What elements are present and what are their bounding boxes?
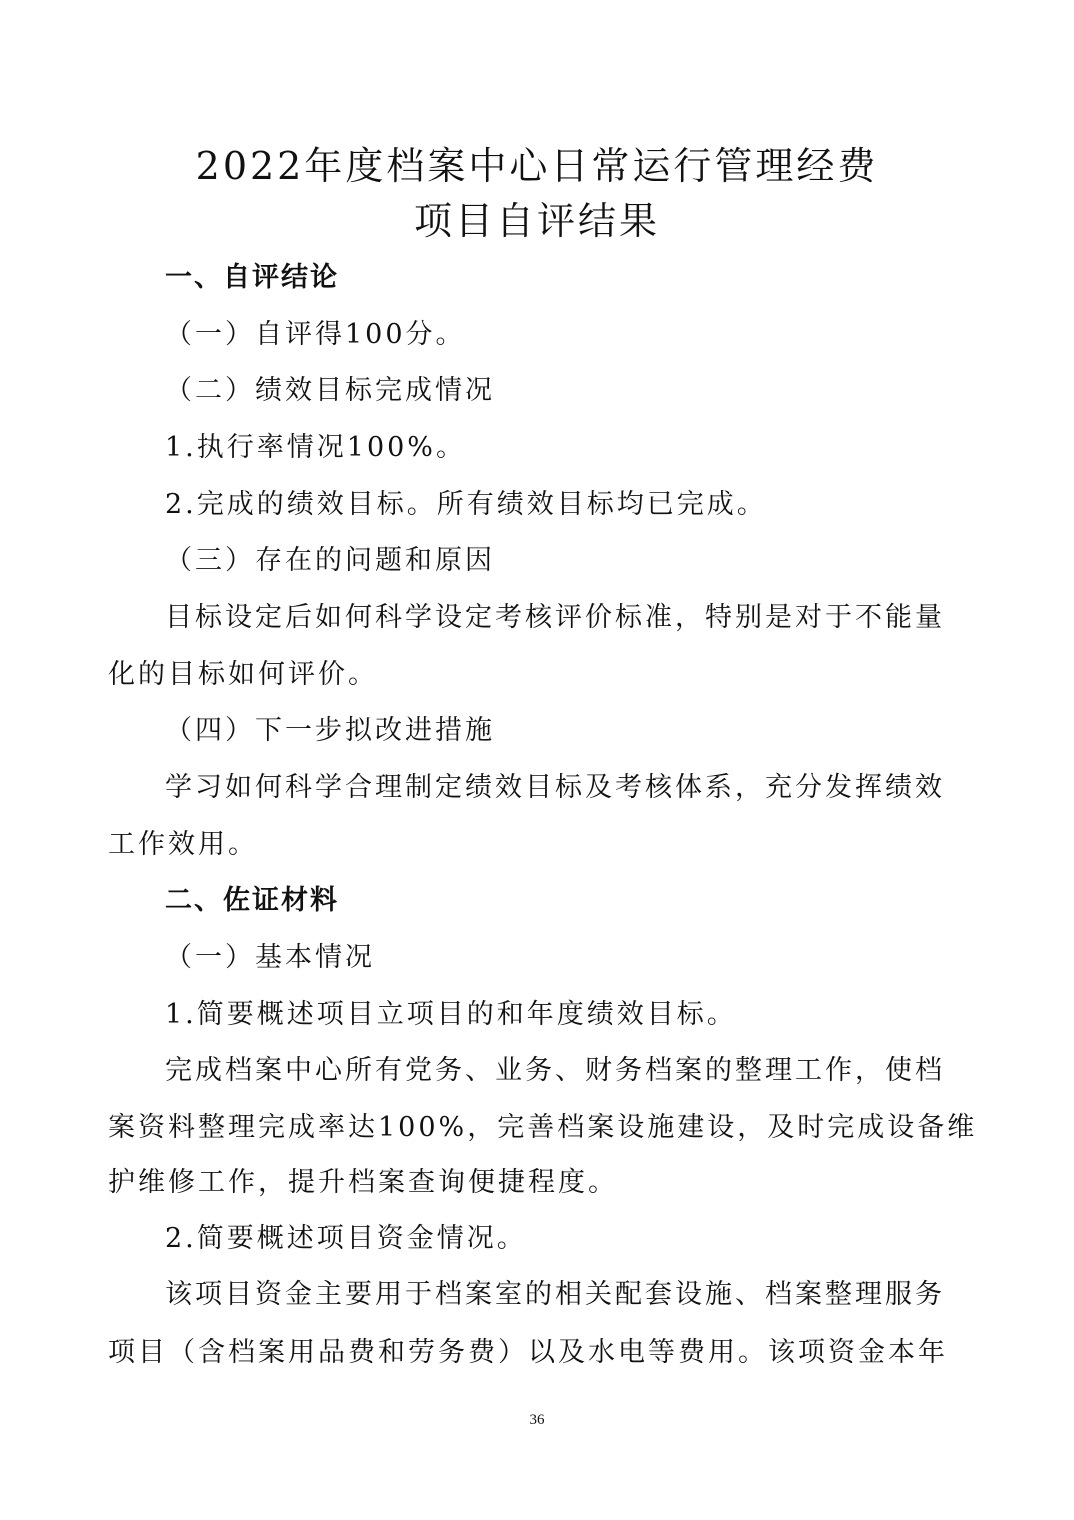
paragraph-purpose-line-2: 案资料整理完成率达100%，完善档案设施建设，及时完成设备维 (108, 1112, 978, 1143)
subheading-improvements: （四）下一步拟改进措施 (165, 715, 495, 746)
paragraph-funding-line-2: 项目（含档案用品费和劳务费）以及水电等费用。该项资金本年 (108, 1337, 948, 1368)
subheading-performance-goals: （二）绩效目标完成情况 (165, 375, 495, 406)
paragraph-execution-rate: 1.执行率情况100%。 (165, 432, 466, 463)
paragraph-project-purpose: 1.简要概述项目立项目的和年度绩效目标。 (165, 999, 737, 1030)
paragraph-problems-line-1: 目标设定后如何科学设定考核评价标准，特别是对于不能量 (165, 602, 945, 633)
subheading-basic-info: （一）基本情况 (165, 942, 375, 973)
paragraph-completed-goals: 2.完成的绩效目标。所有绩效目标均已完成。 (165, 489, 767, 520)
paragraph-improvements-line-1: 学习如何科学合理制定绩效目标及考核体系，充分发挥绩效 (165, 772, 945, 803)
paragraph-improvements-line-2: 工作效用。 (108, 829, 258, 860)
paragraph-purpose-line-3: 护维修工作，提升档案查询便捷程度。 (108, 1167, 618, 1198)
paragraph-funding-overview: 2.简要概述项目资金情况。 (165, 1223, 527, 1254)
section-heading-evidence: 二、佐证材料 (165, 885, 339, 916)
paragraph-score: （一）自评得100分。 (165, 319, 466, 350)
subheading-problems: （三）存在的问题和原因 (165, 545, 495, 576)
document-title-line-2: 项目自评结果 (413, 199, 660, 243)
page-number: 36 (529, 1412, 545, 1428)
paragraph-funding-line-1: 该项目资金主要用于档案室的相关配套设施、档案整理服务 (165, 1279, 945, 1310)
document-title-line-1: 2022年度档案中心日常运行管理经费 (195, 144, 879, 188)
paragraph-problems-line-2: 化的目标如何评价。 (108, 659, 378, 690)
paragraph-purpose-line-1: 完成档案中心所有党务、业务、财务档案的整理工作，使档 (165, 1055, 945, 1086)
section-heading-conclusion: 一、自评结论 (165, 262, 339, 293)
